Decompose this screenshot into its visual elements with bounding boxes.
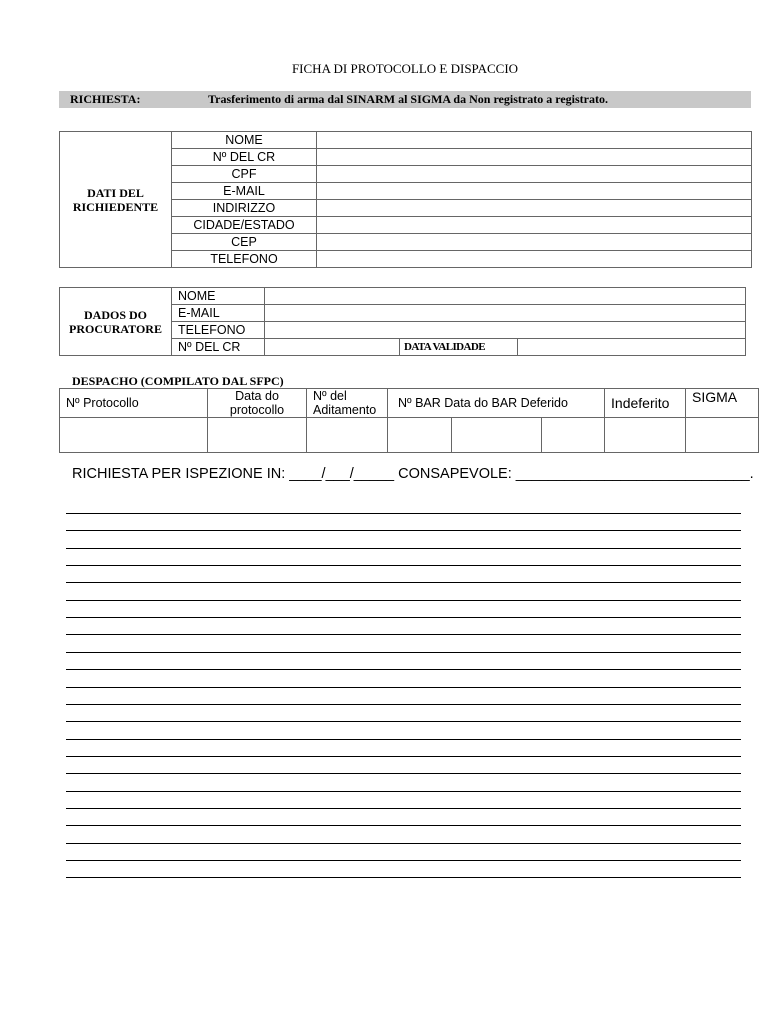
cell-indeferito[interactable] — [605, 418, 686, 453]
procuratore-section-line1: DADOS DO — [83, 307, 147, 322]
header-bar-data-deferido: Nº BAR Data do BAR Deferido — [388, 389, 605, 418]
writing-line[interactable] — [66, 565, 741, 566]
writing-line[interactable] — [66, 513, 741, 514]
field-input-cr[interactable] — [317, 149, 752, 166]
writing-line[interactable] — [66, 721, 741, 722]
cell-data-bar[interactable] — [452, 418, 542, 453]
cell-bar[interactable] — [388, 418, 452, 453]
proc-label-cr: Nº DEL CR — [172, 339, 265, 356]
header-indeferito: Indeferito — [605, 389, 686, 418]
cell-aditamento[interactable] — [307, 418, 388, 453]
proc-label-email: E-MAIL — [172, 305, 265, 322]
despacho-table — [59, 388, 759, 453]
field-input-email[interactable] — [317, 183, 752, 200]
field-input-cpf[interactable] — [317, 166, 752, 183]
field-label-telefono: TELEFONO — [172, 251, 317, 268]
proc-input-validade[interactable] — [518, 339, 746, 356]
consapevole-blank[interactable]: _____________________________. — [515, 466, 754, 482]
cell-sigma[interactable] — [686, 418, 759, 453]
proc-input-cr[interactable] — [265, 339, 400, 356]
writing-line[interactable] — [66, 756, 741, 757]
ispezione-line — [72, 466, 754, 482]
richiesta-label: RICHIESTA: — [70, 92, 141, 106]
writing-line[interactable] — [66, 669, 741, 670]
writing-line[interactable] — [66, 739, 741, 740]
proc-label-nome: NOME — [172, 288, 265, 305]
cell-data-protocollo[interactable] — [208, 418, 307, 453]
proc-input-email[interactable] — [265, 305, 746, 322]
proc-input-nome[interactable] — [265, 288, 746, 305]
field-input-telefono[interactable] — [317, 251, 752, 268]
field-label-email: E-MAIL — [172, 183, 317, 200]
writing-line[interactable] — [66, 634, 741, 635]
proc-input-telefono[interactable] — [265, 322, 746, 339]
richiedente-section-line2: RICHIEDENTE — [72, 199, 159, 214]
richiedente-table — [59, 131, 752, 268]
field-label-indirizzo: INDIRIZZO — [172, 200, 317, 217]
writing-line[interactable] — [66, 825, 741, 826]
ispezione-date-blank[interactable]: ____/___/_____ — [289, 466, 395, 482]
header-data-protocollo: Data do protocollo — [208, 389, 307, 418]
ispezione-label: RICHIESTA PER ISPEZIONE IN: — [72, 466, 286, 482]
richiedente-section-line1: DATI DEL — [87, 185, 144, 200]
writing-line[interactable] — [66, 582, 741, 583]
procuratore-section-line2: PROCURATORE — [69, 321, 162, 336]
richiedente-section-label — [60, 132, 172, 268]
writing-line[interactable] — [66, 530, 741, 531]
field-input-cep[interactable] — [317, 234, 752, 251]
writing-line[interactable] — [66, 877, 741, 878]
writing-line[interactable] — [66, 791, 741, 792]
writing-line[interactable] — [66, 808, 741, 809]
despacho-title: DESPACHO (COMPILATO DAL SFPC) — [72, 374, 284, 388]
procuratore-section-label — [60, 288, 172, 356]
writing-line[interactable] — [66, 652, 741, 653]
header-sigma: SIGMA — [686, 389, 759, 418]
writing-line[interactable] — [66, 704, 741, 705]
field-label-cpf: CPF — [172, 166, 317, 183]
cell-protocollo[interactable] — [60, 418, 208, 453]
field-label-nome: NOME — [172, 132, 317, 149]
writing-line[interactable] — [66, 687, 741, 688]
richiesta-bar — [59, 91, 751, 108]
writing-line[interactable] — [66, 860, 741, 861]
writing-line[interactable] — [66, 617, 741, 618]
writing-line[interactable] — [66, 843, 741, 844]
cell-deferido[interactable] — [542, 418, 605, 453]
consapevole-label: CONSAPEVOLE: — [398, 466, 512, 482]
proc-label-telefono: TELEFONO — [172, 322, 265, 339]
writing-line[interactable] — [66, 773, 741, 774]
procuratore-table — [59, 287, 746, 356]
writing-line[interactable] — [66, 600, 741, 601]
richiesta-text: Trasferimento di arma dal SINARM al SIGMA da Non registrato a registrato. — [208, 92, 608, 106]
page-title: FICHA DI PROTOCOLLO E DISPACCIO — [291, 61, 519, 76]
field-input-indirizzo[interactable] — [317, 200, 752, 217]
field-label-cr: Nº DEL CR — [172, 149, 317, 166]
writing-line[interactable] — [66, 548, 741, 549]
header-protocollo: Nº Protocollo — [60, 389, 208, 418]
field-label-cidade: CIDADE/ESTADO — [172, 217, 317, 234]
proc-label-validade: DATA VALIDADE — [400, 339, 518, 356]
header-aditamento: Nº del Aditamento — [307, 389, 388, 418]
field-input-cidade[interactable] — [317, 217, 752, 234]
field-input-nome[interactable] — [317, 132, 752, 149]
field-label-cep: CEP — [172, 234, 317, 251]
